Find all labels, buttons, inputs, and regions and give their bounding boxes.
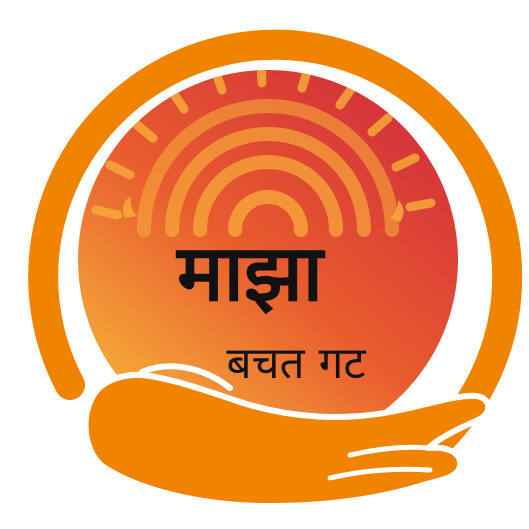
logo-subtitle: बचत गट: [226, 338, 366, 389]
logo-title: माझा: [176, 229, 324, 319]
